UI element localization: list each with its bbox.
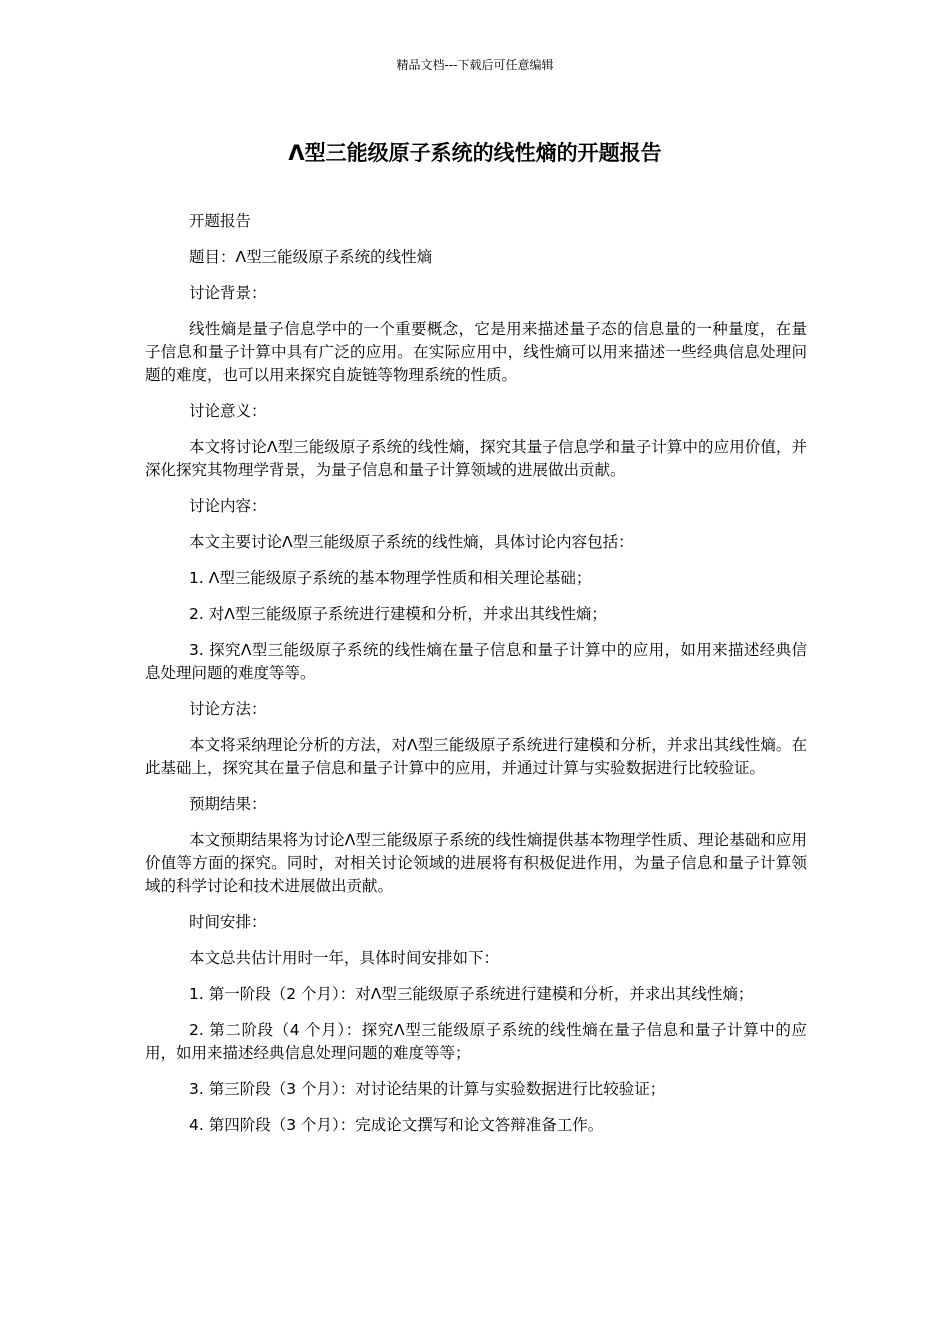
- method-paragraph: 本文将采纳理论分析的方法，对Λ型三能级原子系统进行建模和分析，并求出其线性熵。在此基础上，探究其在量子信息和量子计算中的应用，并通过计算与实验数据进行比较验证。: [145, 736, 807, 777]
- section-heading-schedule: 时间安排：: [189, 913, 267, 931]
- expected-results-paragraph: 本文预期结果将为讨论Λ型三能级原子系统的线性熵提供基本物理学性质、理论基础和应用价值等方面的探究。同时，对相关讨论领域的进展将有积极促进作用，为量子信息和量子计算领域的科学讨论和技术进展做出贡献。: [145, 831, 807, 895]
- content-item-3: 3. 探究Λ型三能级原子系统的线性熵在量子信息和量子计算中的应用，如用来描述经典信息处理问题的难度等等。: [145, 641, 807, 682]
- schedule-item-1: 1. 第一阶段（2 个月）：对Λ型三能级原子系统进行建模和分析，并求出其线性熵；: [189, 985, 754, 1003]
- schedule-item-2: 2. 第二阶段（4 个月）：探究Λ型三能级原子系统的线性熵在量子信息和量子计算中的应用，如用来描述经典信息处理问题的难度等等；: [145, 1021, 807, 1062]
- schedule-item-4: 4. 第四阶段（3 个月）：完成论文撰写和论文答辩准备工作。: [189, 1116, 604, 1134]
- section-heading-method: 讨论方法：: [189, 700, 267, 718]
- section-heading-expected-results: 预期结果：: [189, 795, 267, 813]
- section-heading-significance: 讨论意义：: [189, 402, 267, 420]
- schedule-item-3: 3. 第三阶段（3 个月）：对讨论结果的计算与实验数据进行比较验证；: [189, 1080, 666, 1098]
- page-header: 精品文档---下载后可任意编辑: [396, 58, 554, 72]
- schedule-intro: 本文总共估计用时一年，具体时间安排如下：: [189, 949, 500, 967]
- background-paragraph: 线性熵是量子信息学中的一个重要概念，它是用来描述量子态的信息量的一种量度，在量子信息和量子计算中具有广泛的应用。在实际应用中，线性熵可以用来描述一些经典信息处理问题的难度，也可以用来探究自旋链等物理系统的性质。: [145, 320, 807, 384]
- content-item-2: 2. 对Λ型三能级原子系统进行建模和分析，并求出其线性熵；: [189, 605, 607, 623]
- section-heading-background: 讨论背景：: [189, 284, 267, 302]
- section-heading-report: 开题报告: [189, 212, 252, 230]
- topic-line: 题目：Λ型三能级原子系统的线性熵: [189, 248, 433, 266]
- document-body: [145, 210, 807, 1150]
- document-title: Λ型三能级原子系统的线性熵的开题报告: [288, 141, 662, 165]
- significance-paragraph: 本文将讨论Λ型三能级原子系统的线性熵，探究其量子信息学和量子计算中的应用价值，并深化探究其物理学背景，为量子信息和量子计算领域的进展做出贡献。: [145, 438, 807, 479]
- section-heading-content: 讨论内容：: [189, 497, 267, 515]
- content-intro: 本文主要讨论Λ型三能级原子系统的线性熵，具体讨论内容包括：: [189, 533, 634, 551]
- content-item-1: 1. Λ型三能级原子系统的基本物理学性质和相关理论基础；: [189, 569, 592, 587]
